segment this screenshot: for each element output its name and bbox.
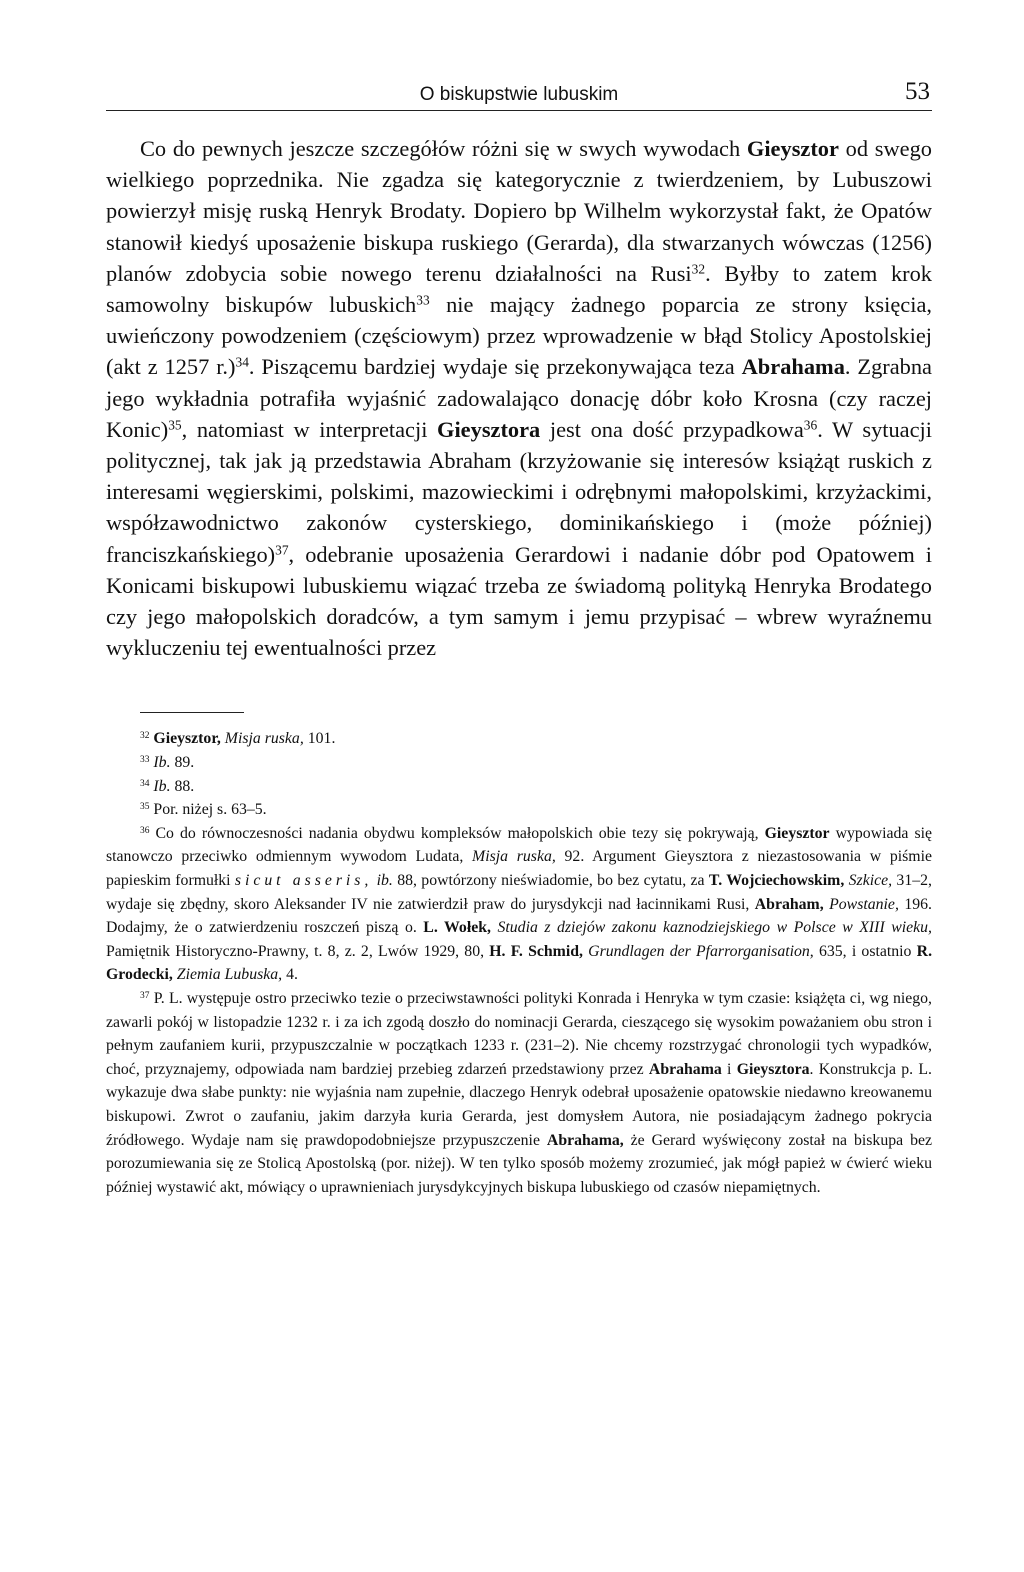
footnote-35 [106,798,932,822]
footnote-text: 101. [303,730,336,748]
text-segment: . W sytuacji politycznej, tak jak ją przedstawia Abraham (krzyżowanie się interesów książąt ruskich z interesami węgierskimi, polskimi, mazowieckimi i odrębnymi małopolskimi, krzyżackimi, współzawodnictwo zakonów cysterskiego, dominikańskiego i (może później) franciszkańskiego) [106,416,932,567]
page-number: 53 [905,78,930,105]
cited-title: Studia z dziejów zakonu kaznodziejskiego w Polsce w XIII wieku, [497,919,932,937]
cited-author: H. F. Schmid, [489,942,583,960]
author-name: Gieysztor [746,136,839,161]
main-paragraph [106,111,932,663]
footnote-ref-32: 32 [691,261,706,277]
cited-title: Misja ruska, [224,730,304,748]
footnote-37 [106,987,932,1199]
footnote-32 [106,727,932,751]
text-segment: od swego wielkiego poprzednika. Nie zgadza się kategorycznie z twierdzeniem, by Lubuszowi powierzył misję ruską Henryk Brodaty. Dopiero bp Wilhelm wykorzystał fakt, że Opatów stanowił kiedyś uposażenie biskupa ruskiego (Gerarda), dla stwarzanych wówczas (1256) planów zdobycia sobie nowego terenu działalności na Rusi [106,136,932,286]
running-title: O biskupstwie lubuskim [419,84,619,105]
footnote-text: Co do równoczesności nadania obydwu kompleksów małopolskich obie tezy się pokrywają, [155,824,765,842]
footnote-ref-34: 34 [235,355,249,371]
footnote-text: wypowiada się stanowczo przeciwko odmiennym wywodom Ludata, [106,824,932,866]
cited-author: Gieysztor [764,824,830,842]
footnote-number: 35 [140,802,150,813]
text-segment: Co do pewnych jeszcze szczegółów różni się w swych wywodach [140,136,747,161]
text-segment: jest ona dość przypadkowa [540,416,804,442]
cited-author: Abrahama, [546,1131,624,1149]
latin-formula: sicut asseris, [234,872,373,890]
footnote-text: 635, i ostatnio [813,942,917,960]
footnote-text: . Konstrukcja p. L. wykazuje dwa słabe punkty: nie wyjaśnia nam zupełnie, dlaczego Henryk odebrał uposażenie opatowskie niedawno kreowanemu biskupowi. Zwrot o zaufaniu, jakim darzyła kuria Gerarda, jest domysłem Autora, nie posiadającym żadnego pokrycia źródłowego. Wydaje nam się prawdopodobniejsze przypuszczenie [106,1060,932,1149]
footnote-33 [106,751,932,775]
footnote-text: 196. Dodajmy, że o zatwierdzeniu roszczeń piszą o. [106,895,932,937]
author-name: Abrahama [741,354,845,380]
cited-author: Abraham, [754,895,824,913]
cited-author: Abrahama [648,1060,722,1078]
cited-author: T. Wojciechowskim, [708,872,845,890]
cited-title: Powstanie, [829,895,899,913]
footnote-number: 33 [140,754,150,765]
footnote-divider [140,712,244,713]
text-segment: , odebranie uposażenia Gerardowi i nadanie dóbr pod Opatowem i Konicami biskupowi lubuskiemu wiązać trzeba ze świadomą polityką Henryka Brodatego czy jego małopolskich doradców, a tym samym i jemu przypisać – wbrew wyraźnemu wykluczeniu tej ewentualności przez [106,541,932,661]
cited-author: Gieysztor, [153,730,221,748]
footnote-number: 36 [140,825,150,836]
footnote-text: 88. [170,777,195,795]
book-page [106,78,932,1199]
footnote-number: 34 [140,778,150,789]
footnote-text: P. L. występuje ostro przeciwko tezie o przeciwstawności polityki Konrada i Henryka w tym czasie: książęta ci, wg niego, zawarli pokój w listopadzie 1232 r. i za ich zgodą doszło do nominacji Gerarda, cieszącego się wysokim poważaniem obu stron i pełnym zaufaniem kurii, przypuszczalnie w początkach 1233 r. (231–2). Nie chcemy rozstrzygać chronologii tych wypadków, choć, przyznajemy, odpowiada nam bardziej przebieg zdarzeń przedstawiony przez [106,989,932,1078]
cited-title: Grundlagen der Pfarrorganisation, [588,942,814,960]
footnote-text: 4. [282,966,298,984]
ibidem: Ib. [153,777,171,795]
footnote-text: że Gerard wyświęcony został na biskupa bez porozumiewania się ze Stolicą Apostolską (por. niżej). W ten tylko sposób możemy zrozumieć, jak mógł papież w ćwierć wieku później wystawić akt, mówiący o uprawnieniach jurysdykcyjnych biskupa lubuskiego od czasów niepamiętnych. [106,1131,932,1196]
footnote-text: 88, powtórzony nieświadomie, bo bez cytatu, za [392,872,709,890]
footnote-36 [106,822,932,987]
cited-title: Misja ruska, [472,848,556,866]
footnote-text: 89. [170,754,195,772]
text-segment: . Piszącemu bardziej wydaje się przekonywająca teza [248,354,742,380]
text-segment: . Zgrabna jego wykładnia potrafiła wyjaśnić zadowalająco donację dóbr koło Krosna (czy raczej Konic) [106,354,932,442]
cited-title: Ziemia Lubuska, [176,966,283,984]
footnote-text: 92. Argument Gieysztora z niezastosowania w piśmie papieskim formułki [106,848,932,890]
footnote-ref-33: 33 [416,292,430,308]
cited-author: L. Wołek, [423,919,491,937]
cited-title: Szkice, [848,872,893,890]
footnote-ref-37: 37 [275,542,289,558]
footnote-ref-35: 35 [168,417,182,433]
footnote-text: Pamiętnik Historyczno-Prawny, t. 8, z. 2, Lwów 1929, 80, [106,942,490,960]
footnote-34 [106,775,932,799]
text-segment: , natomiast w interpretacji [181,416,438,442]
footnote-text: i [721,1060,737,1078]
footnote-number: 37 [140,990,150,1001]
page-header [106,78,932,111]
text-segment: nie mający żadnego poparcia ze strony księcia, uwieńczony powodzeniem (częściowym) przez wprowadzenie w błąd Stolicy Apostolskiej (akt z 1257 r.) [106,292,932,380]
text-segment: . Byłby to zatem krok samowolny biskupów lubuskich [106,260,932,318]
ibidem: Ib. [153,754,171,772]
cited-author: Gieysztora [736,1060,810,1078]
footnote-text: Por. niżej s. 63–5. [153,801,267,819]
footnote-ref-36: 36 [803,417,818,433]
ibidem: ib. [376,872,393,890]
footnote-text: 31–2, wydaje się zbędny, skoro Aleksander IV nie zatwierdził praw do jurysdykcji nad łacinnikami Rusi, [106,872,932,913]
author-name: Gieysztora [437,416,541,442]
footnote-number: 32 [140,731,150,742]
footnotes-section [106,727,932,1199]
cited-author: R. Grodecki, [106,942,933,984]
